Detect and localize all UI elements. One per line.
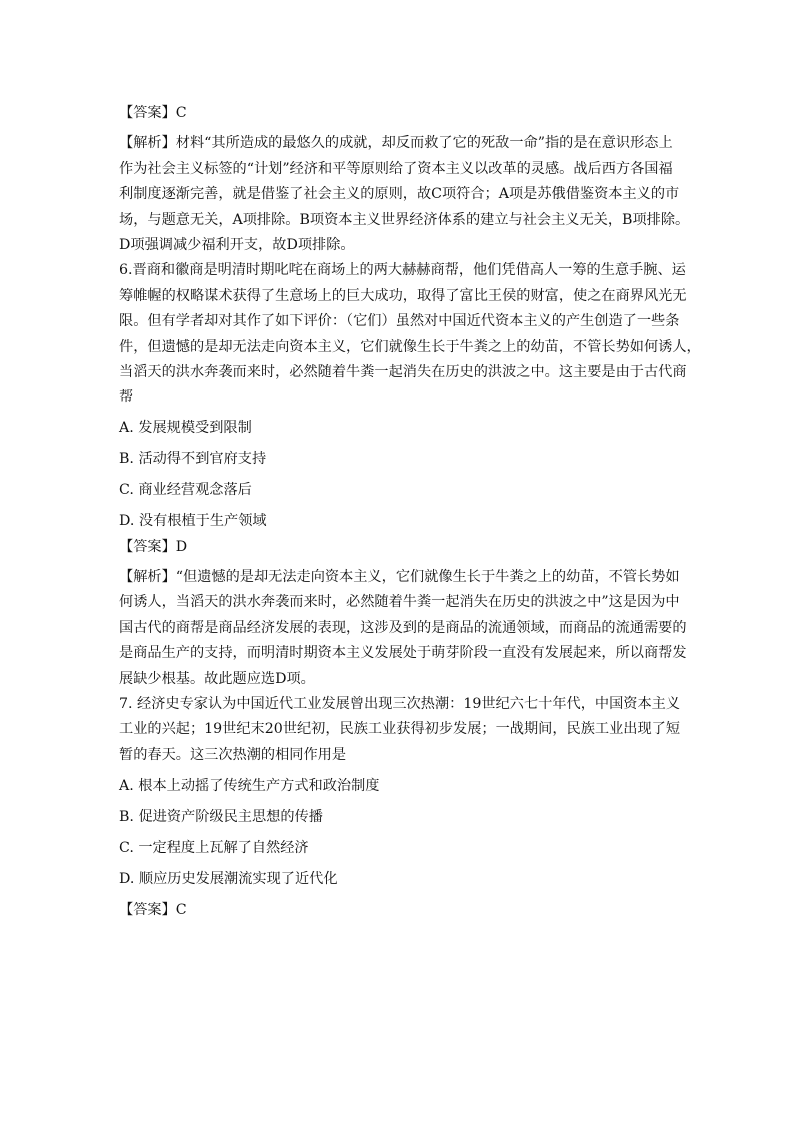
question-6-option-c: C. 商业经营观念落后 [119, 482, 252, 499]
analysis-line-q5-2: 作为社会主义标签的“计划”经济和平等原则给了资本主义以改革的灵感。战后西方各国福 [119, 160, 673, 177]
question-6-option-a: A. 发展规模受到限制 [119, 420, 252, 437]
analysis-line-q5-3: 利制度逐渐完善，就是借鉴了社会主义的原则，故C项符合；A项是苏俄借鉴资本主义的市 [119, 186, 680, 203]
question-6-option-b: B. 活动得不到官府支持 [119, 451, 267, 468]
analysis-line-q6-2: 何诱人，当滔天的洪水奔袭而来时，必然随着牛粪一起消失在历史的洪波之中”这是因为中 [119, 594, 680, 611]
question-6-line-3: 限。但有学者却对其作了如下评价：（它们）虽然对中国近代资本主义的产生创造了一些条 [119, 313, 680, 330]
analysis-line-q6-1: 【解析】“但遗憾的是却无法走向资本主义，它们就像生长于牛粪之上的幼苗，不管长势如 [119, 569, 680, 586]
question-6-line-6: 帮 [119, 389, 134, 406]
question-7-option-d: D. 顺应历史发展潮流实现了近代化 [119, 870, 338, 887]
question-7-option-c: C. 一定程度上瓦解了自然经济 [119, 839, 309, 856]
question-7-line-2: 工业的兴起；19世纪末20世纪初，民族工业获得初步发展；一战期间，民族工业出现了短 [119, 721, 681, 738]
document-body [119, 101, 701, 923]
analysis-line-q5-1: 【解析】材料“其所造成的最悠久的成就，却反而救了它的死敌一命”指的是在意识形态上 [119, 135, 673, 152]
analysis-line-q6-4: 是商品生产的支持，而明清时期资本主义发展处于萌芽阶段一直没有发展起来，所以商帮发 [119, 645, 687, 662]
question-6-line-1: 6.晋商和徽商是明清时期叱咤在商场上的两大赫赫商帮，他们凭借高人一筹的生意手腕、运 [119, 262, 686, 279]
question-6-line-2: 筹帷幄的权略谋术获得了生意场上的巨大成功，取得了富比王侯的财富，使之在商界风光无 [119, 287, 687, 304]
question-7-line-3: 暂的春天。这三次热潮的相同作用是 [119, 746, 347, 763]
analysis-line-q6-3: 国古代的商帮是商品经济发展的表现，这涉及到的是商品的流通领域，而商品的流通需要的 [119, 619, 687, 636]
analysis-line-q5-5: D项强调减少福利开支，故D项排除。 [119, 236, 355, 253]
answer-line-q7: 【答案】C [119, 901, 187, 918]
question-6-line-5: 当滔天的洪水奔袭而来时，必然随着牛粪一起消失在历史的洪波之中。这主要是由于古代商 [119, 363, 687, 380]
analysis-line-q5-4: 场，与题意无关，A项排除。B项资本主义世界经济体系的建立与社会主义无关，B项排除。 [119, 211, 690, 228]
analysis-line-q6-5: 展缺少根基。故此题应选D项。 [119, 670, 315, 687]
answer-line-q5: 【答案】C [119, 105, 187, 121]
question-7-option-b: B. 促进资产阶级民主思想的传播 [119, 808, 323, 825]
question-7-line-1: 7. 经济史专家认为中国近代工业发展曾出现三次热潮：19世纪六七十年代，中国资本主义 [119, 695, 681, 712]
question-6-line-4: 件，但遗憾的是却无法走向资本主义，它们就像生长于牛粪之上的幼苗，不管长势如何诱人， [119, 338, 701, 355]
question-7-option-a: A. 根本上动摇了传统生产方式和政治制度 [119, 777, 380, 794]
answer-line-q6: 【答案】D [119, 538, 188, 555]
question-6-option-d: D. 没有根植于生产领域 [119, 513, 267, 530]
